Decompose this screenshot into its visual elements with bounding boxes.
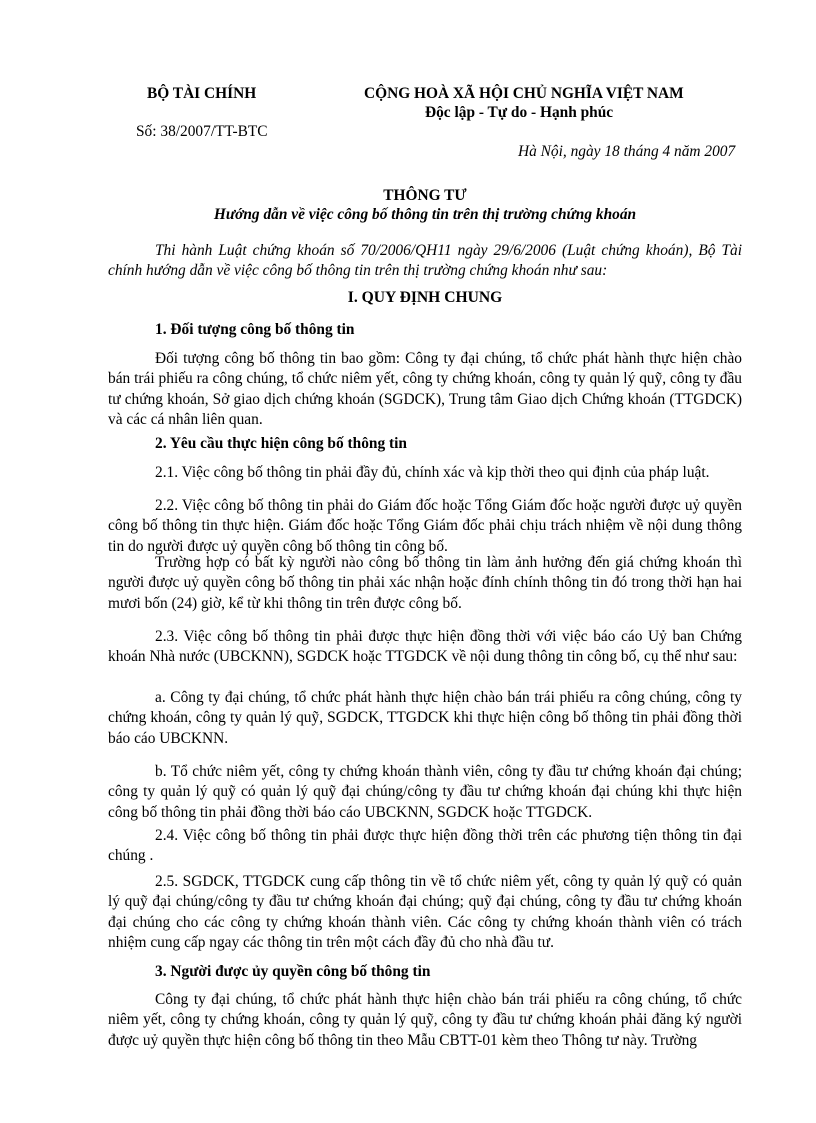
place-date: Hà Nội, ngày 18 tháng 4 năm 2007	[518, 143, 736, 160]
paragraph-1: Đối tượng công bố thông tin bao gồm: Công ty đại chúng, tổ chức phát hành thực hiện chào bán trái phiếu ra công chúng, tổ chức niêm yết, công ty chứng khoán, công ty quản lý quỹ, công ty đầu tư chứng khoán, Sở giao dịch chứng khoán (SGDCK), Trung tâm Giao dịch Chứng khoán (TTGDCK) và các cá nhân liên quan.	[108, 350, 742, 428]
paragraph-2-3a: a. Công ty đại chúng, tổ chức phát hành thực hiện chào bán trái phiếu ra công chúng, công ty chứng khoán, công ty quản lý quỹ, SGDCK, TTGDCK khi thực hiện công bố thông tin phải đồng thời báo cáo UBCKNN.	[108, 689, 742, 747]
paragraph-2-1: 2.1. Việc công bố thông tin phải đầy đủ, chính xác và kịp thời theo qui định của pháp luật.	[155, 464, 710, 481]
ministry-name: BỘ TÀI CHÍNH	[147, 85, 257, 102]
document-subject: Hướng dẫn về việc công bố thông tin trên thị trường chứng khoán	[213, 206, 637, 223]
heading-3: 3. Người được ủy quyền công bố thông tin	[155, 963, 431, 980]
paragraph-2-5: 2.5. SGDCK, TTGDCK cung cấp thông tin về tổ chức niêm yết, công ty quản lý quỹ có quản lý quỹ đại chúng/công ty đầu tư chứng khoán đại chúng; quỹ đại chúng, công ty đầu tư chứng khoán đại chúng cho các công ty chứng khoán thành viên. Các công ty chứng khoán thành viên có trách nhiệm cung cấp ngay các thông tin trên một cách đầy đủ cho nhà đầu tư.	[108, 873, 742, 951]
heading-2: 2. Yêu cầu thực hiện công bố thông tin	[155, 435, 407, 452]
paragraph-2-3b: b. Tổ chức niêm yết, công ty chứng khoán thành viên, công ty đầu tư chứng khoán đại chúng; công ty quản lý quỹ có quản lý quỹ đại chúng/công ty đầu tư chứng khoán đại chúng khi thực hiện công bố thông tin phải đồng thời báo cáo UBCKNN, SGDCK hoặc TTGDCK.	[108, 763, 742, 821]
document-type: THÔNG TƯ	[383, 187, 467, 204]
document-number: Số: 38/2007/TT-BTC	[136, 123, 268, 140]
paragraph-3: Công ty đại chúng, tổ chức phát hành thực hiện chào bán trái phiếu ra công chúng, tổ chức niêm yết, công ty chứng khoán, công ty quản lý quỹ, công ty đầu tư chứng khoán phải đăng ký người được uỷ quyền thực hiện công bố thông tin theo Mẫu CBTT-01 kèm theo Thông tư này. Trường	[108, 991, 742, 1049]
preamble: Thi hành Luật chứng khoán số 70/2006/QH11 ngày 29/6/2006 (Luật chứng khoán), Bộ Tài chính hướng dẫn về việc công bố thông tin trên thị trường chứng khoán như sau:	[108, 242, 742, 280]
paragraph-2-2b: Trường hợp có bất kỳ người nào công bố thông tin làm ảnh hưởng đến giá chứng khoán thì người được uỷ quyền công bố thông tin phải xác nhận hoặc đính chính thông tin đó trong thời hạn hai mươi bốn (24) giờ, kể từ khi thông tin trên được công bố.	[108, 554, 742, 612]
national-motto: Độc lập - Tự do - Hạnh phúc	[425, 104, 614, 121]
heading-1: 1. Đối tượng công bố thông tin	[155, 321, 355, 338]
paragraph-2-4: 2.4. Việc công bố thông tin phải được thực hiện đồng thời trên các phương tiện thông tin đại chúng .	[108, 827, 742, 865]
country-name: CỘNG HOÀ XÃ HỘI CHỦ NGHĨA VIỆT NAM	[364, 85, 684, 102]
paragraph-2-2: 2.2. Việc công bố thông tin phải do Giám đốc hoặc Tổng Giám đốc hoặc người được uỷ quyền công bố thông tin thực hiện. Giám đốc hoặc Tổng Giám đốc phải chịu trách nhiệm về nội dung thông tin do người được uỷ quyền công bố thông tin công bố.	[108, 497, 742, 555]
paragraph-2-3: 2.3. Việc công bố thông tin phải được thực hiện đồng thời với việc báo cáo Uỷ ban Chứng khoán Nhà nước (UBCKNN), SGDCK hoặc TTGDCK về nội dung thông tin công bố, cụ thể như sau:	[108, 628, 742, 666]
section-title: I. QUY ĐỊNH CHUNG	[347, 289, 503, 306]
